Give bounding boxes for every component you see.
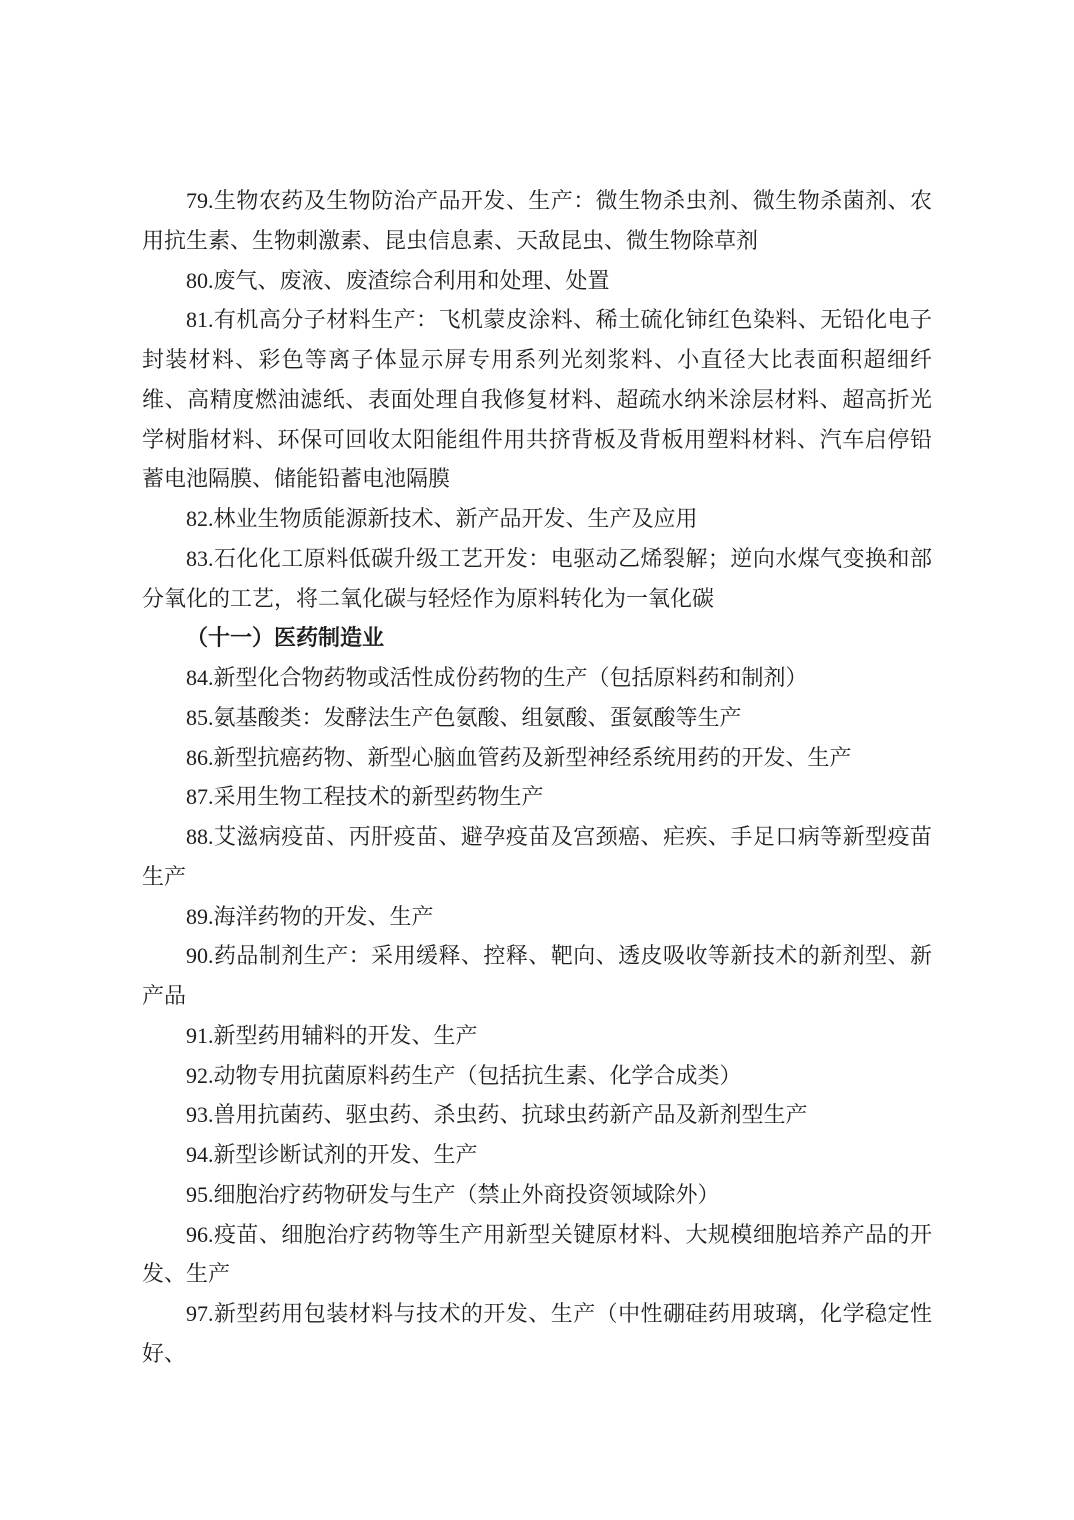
- catalog-item-85: 85.氨基酸类：发酵法生产色氨酸、组氨酸、蛋氨酸等生产: [186, 704, 742, 730]
- catalog-item-82: 82.林业生物质能源新技术、新产品开发、生产及应用: [186, 506, 698, 531]
- catalog-item-83: 83.石化化工原料低碳升级工艺开发：电驱动乙烯裂解；逆向水煤气变换和部分氧化的工艺，将二氧化碳与轻烃作为原料转化为一氧化碳: [142, 545, 932, 611]
- catalog-item-92: 92.动物专用抗菌原料药生产（包括抗生素、化学合成类）: [186, 1062, 742, 1088]
- catalog-item-81: 81.有机高分子材料生产：飞机蒙皮涂料、稀土硫化铈红色染料、无铅化电子封装材料、彩色等离子体显示屏专用系列光刻浆料、小直径大比表面积超细纤维、高精度燃油滤纸、表面处理自我修复材料、超疏水纳米涂层材料、超高折光学树脂材料、环保可回收太阳能组件用共挤背板及背板用塑料材料、汽车启停铅蓄电池隔膜、储能铅蓄电池隔膜: [142, 307, 932, 492]
- catalog-item-79: 79.生物农药及生物防治产品开发、生产：微生物杀虫剂、微生物杀菌剂、农用抗生素、生物刺激素、昆虫信息素、天敌昆虫、微生物除草剂: [142, 188, 932, 253]
- catalog-item-91: 91.新型药用辅料的开发、生产: [186, 1022, 478, 1048]
- catalog-item-84: 84.新型化合物药物或活性成份药物的生产（包括原料药和制剂）: [186, 665, 808, 690]
- catalog-item-95: 95.细胞治疗药物研发与生产（禁止外商投资领域除外）: [186, 1181, 720, 1207]
- section-heading-11-pharma: （十一）医药制造业: [186, 625, 385, 651]
- catalog-item-94: 94.新型诊断试剂的开发、生产: [186, 1142, 478, 1167]
- catalog-item-96: 96.疫苗、细胞治疗药物等生产用新型关键原材料、大规模细胞培养产品的开发、生产: [142, 1221, 932, 1287]
- catalog-item-97: 97.新型药用包装材料与技术的开发、生产（中性硼硅药用玻璃，化学稳定性好、: [142, 1301, 932, 1366]
- catalog-item-93: 93.兽用抗菌药、驱虫药、杀虫药、抗球虫药新产品及新剂型生产: [186, 1102, 808, 1128]
- catalog-item-90: 90.药品制剂生产：采用缓释、控释、靶向、透皮吸收等新技术的新剂型、新产品: [142, 943, 932, 1008]
- catalog-item-89: 89.海洋药物的开发、生产: [186, 903, 434, 929]
- catalog-item-86: 86.新型抗癌药物、新型心脑血管药及新型神经系统用药的开发、生产: [186, 744, 852, 770]
- catalog-item-87: 87.采用生物工程技术的新型药物生产: [186, 784, 544, 810]
- catalog-item-88: 88.艾滋病疫苗、丙肝疫苗、避孕疫苗及宫颈癌、疟疾、手足口病等新型疫苗生产: [142, 824, 932, 889]
- catalog-item-80: 80.废气、废液、废渣综合利用和处理、处置: [186, 267, 610, 293]
